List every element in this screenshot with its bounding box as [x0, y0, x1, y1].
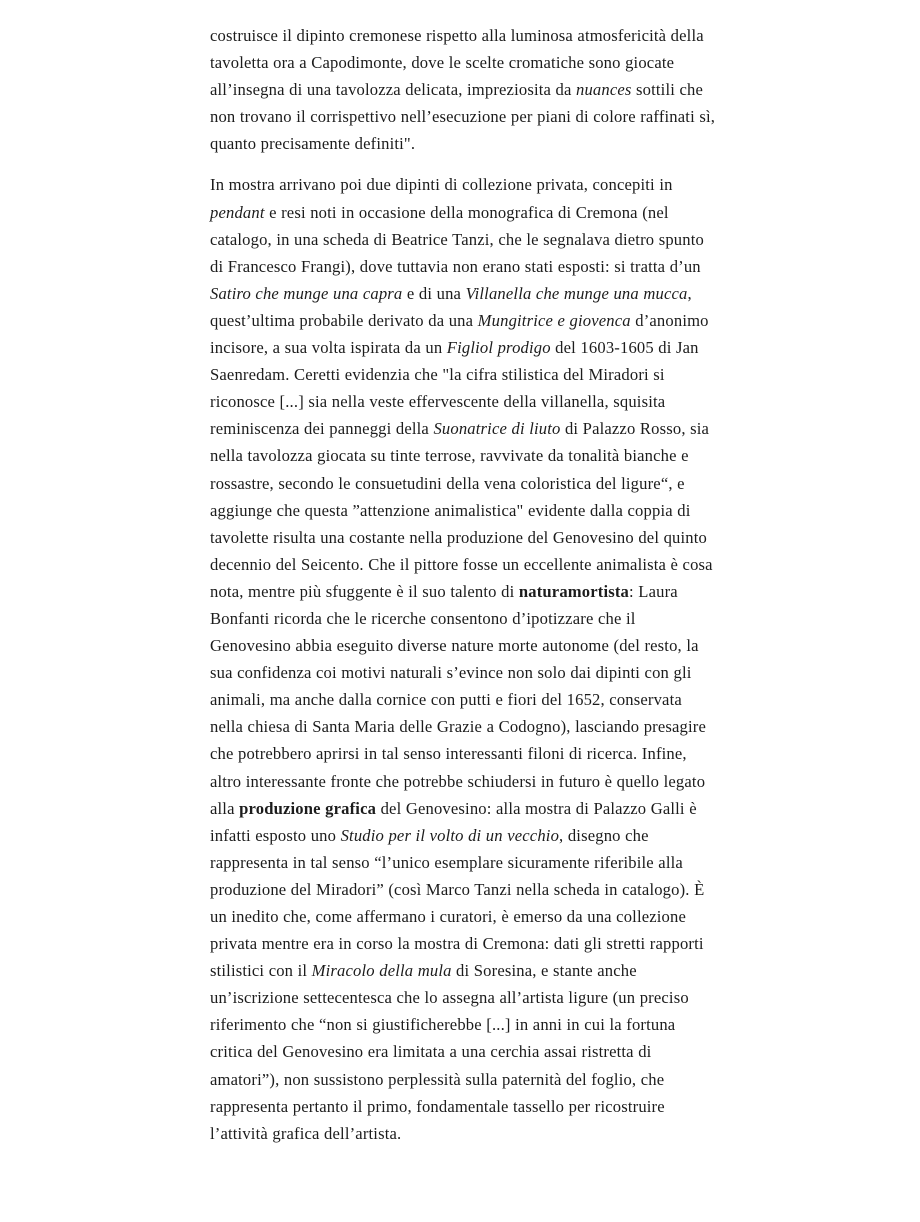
italic-run: Figliol prodigo — [446, 338, 551, 358]
text-run: costruisce il dipinto cremonese rispetto alla luminosa atmosfericità della tavoletta ora a Capodimonte, dove le scelte cromatiche sono giocate all’insegna di una tavolozza delicata, impreziosita da — [210, 26, 704, 100]
italic-run: Mungitrice e giovenca — [477, 310, 631, 330]
italic-run: Villanella che munge una mucca — [465, 283, 688, 303]
bold-run: naturamortista — [518, 581, 630, 601]
text-run: del Genovesino: alla mostra di Palazzo Galli è infatti esposto uno — [210, 798, 697, 845]
text-run: d’anonimo incisore, a sua volta ispirata da un — [210, 310, 709, 358]
text-run: e di una — [402, 283, 466, 303]
italic-run: nuances — [576, 80, 632, 100]
text-run: sottili che non trovano il corrispettivo nell’esecuzione per piani di colore raffinati sì, quanto precisamente definiti". — [210, 80, 716, 154]
italic-run: pendant — [210, 202, 265, 222]
text-run: del 1603-1605 di Jan Saenredam. Ceretti evidenzia che "la cifra stilistica del Miradori si riconosce [...] sia nella veste effervescente della villanella, squisita reminiscenza dei panneggi della — [210, 338, 699, 439]
paragraph — [210, 171, 716, 1146]
text-run: , disegno che rappresenta in tal senso “l’unico esemplare sicuramente riferibile alla produzione del Miradori” (così Marco Tanzi nella scheda in catalogo). È un inedito che, come affermano i curatori, è emerso da una collezione privata mentre era in corso la mostra di Cremona: dati gli stretti rapporti stilistici con il — [210, 825, 705, 981]
text-run: : Laura Bonfanti ricorda che le ricerche consentono d’ipotizzare che il Genovesino abbia eseguito diverse nature morte autonome (del resto, la sua confidenza coi motivi naturali s’evince non solo dai dipinti con gli animali, ma anche dalla cornice con putti e fiori del 1652, conservata nella chiesa di Santa Maria delle Grazie a Codogno), lasciando presagire che potrebbero aprirsi in tal senso interessanti filoni di ricerca. Infine, altro interessante fronte che potrebbe schiudersi in futuro è quello legato alla — [210, 581, 707, 818]
text-run: e resi noti in occasione della monografica di Cremona (nel catalogo, in una scheda di Beatrice Tanzi, che le segnalava dietro spunto di Francesco Frangi), dove tuttavia non erano stati esposti: si tratta d’un — [210, 202, 704, 276]
article-body — [210, 22, 716, 1147]
bold-run: produzione grafica — [239, 798, 377, 818]
paragraph — [210, 22, 716, 157]
italic-run: Studio per il volto di un vecchio — [340, 825, 560, 845]
italic-run: Suonatrice di liuto — [433, 419, 561, 439]
text-run: di Soresina, e stante anche un’iscrizione settecentesca che lo assegna all’artista ligure (un preciso riferimento che “non si giustificherebbe [...] in anni in cui la fortuna critica del Genovesino era limitata a una cerchia assai ristretta di amatori”), non sussistono perplessità sulla paternità del foglio, che rappresenta pertanto il primo, fondamentale tassello per ricostruire l’attività grafica dell’artista. — [210, 961, 689, 1143]
text-run: In mostra arrivano poi due dipinti di collezione privata, concepiti in — [210, 175, 673, 195]
italic-run: Miracolo della mula — [311, 961, 452, 981]
italic-run: Satiro che munge una capra — [210, 283, 403, 303]
text-run: di Palazzo Rosso, sia nella tavolozza giocata su tinte terrose, ravvivate da tonalità bianche e rossastre, secondo le consuetudini della vena coloristica del ligure“, e aggiunge che questa ”attenzione animalistica" evidente dalla coppia di tavolette risulta una costante nella produzione del Genovesino del quinto decennio del Seicento. Che il pittore fosse un eccellente animalista è cosa nota, mentre più sfuggente è il suo talento di — [210, 419, 713, 601]
text-run: , quest’ultima probabile derivato da una — [210, 283, 692, 330]
